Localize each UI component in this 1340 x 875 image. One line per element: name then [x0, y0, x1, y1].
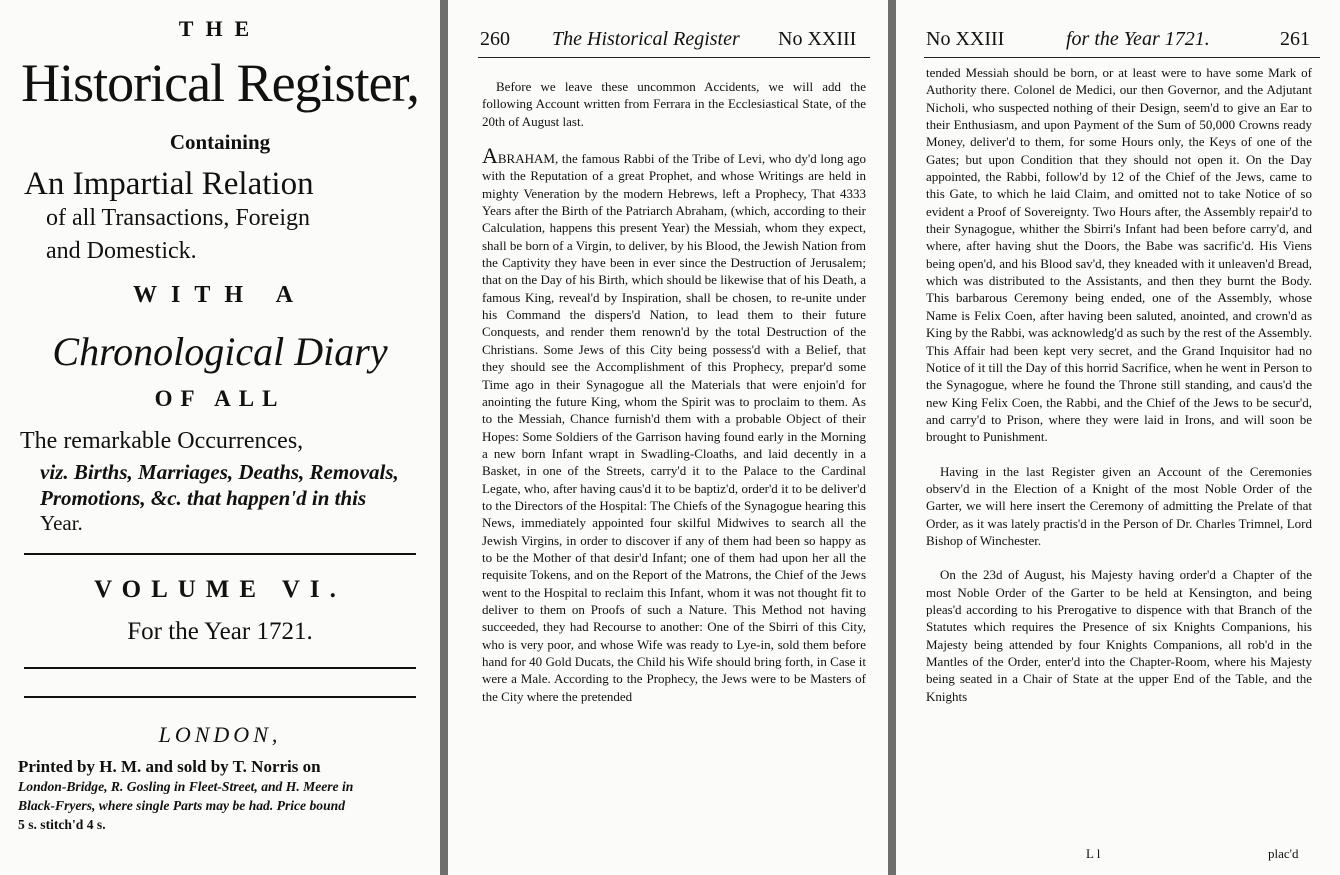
remarkable-line-4: Year. — [40, 511, 83, 535]
remarkable-line-3: Promotions, &c. that happen'd in this — [40, 486, 367, 510]
issue-number-260: No XXIII — [778, 28, 857, 50]
page-number-261: 261 — [1280, 28, 1310, 50]
page-number-260: 260 — [480, 28, 510, 50]
continued-paragraph: tended Messiah should be born, or at least were to have some Mark of Authority there. Colonel de Medici, our then Governor, and the Adjutant Nicholi, who suspected nothing of their Design, seem'd to give an Ear to their Enthusiasm, and upon Payment of the Sum of 50,000 Crowns ready Money, deliver'd to them, for some Hours only, the Keys of one of the Gates; but upon Condition that they should not open it. On the Day appointed, the Rabbi, follow'd by 12 of the Chief of the Jews, came to this Gate, to which he laid Claim, and omitted not to take Notice of so evident a Proof of Sovereignty. Two Hours after, the Assembly repair'd to their Synagogue, whither the Sbirri's Infant had been before carry'd, and where, after having shut the Doors, the Babe was sacrific'd. His Viens being open'd, and his Blood sav'd, they kneaded with it unleaven'd Bread, which was distributed to the Assistants, and then they burnt the Body. This barbarous Ceremony being ended, one of the Assembly, whose Name is Felix Coen, after having been saluted, anointed, and crown'd as King by the Rabbi, was acknowledg'd as such by the rest of the Assembly. This Affair had been kept very secret, and the Grand Inquisitor had no Notice of it till the Day of this horrid Sacrifice, when he went in Person to the Synagogue, where he found the Throne still standing, and caus'd the new King Felix Coen, the Rabbi, and the Chief of the Jews to be secur'd, and carry'd to Prison, where they were laid in Irons, and will soon be brought to Punishment. — [926, 65, 1313, 445]
intro-paragraph: Before we leave these uncommon Accidents, we will add the following Account written from Ferrara in the Ecclesiastical State, of the 20th of August last. — [482, 79, 866, 129]
imprint-line-3: Black-Fryers, where single Parts may be had. Price bound — [18, 798, 346, 813]
issue-number-261: No XXIII — [926, 28, 1005, 50]
imprint-line-1: Printed by H. M. and sold by T. Norris on — [18, 757, 321, 776]
signature-mark: L l — [1086, 846, 1101, 861]
impartial-relation-line: An Impartial Relation — [24, 166, 314, 202]
remarkable-line-1: The remarkable Occurrences, — [20, 428, 304, 454]
chronological-diary-title: Chronological Diary — [52, 329, 388, 374]
garter-chapter-paragraph: On the 23d of August, his Majesty having order'd a Chapter of the most Noble Order of the Garter to be held at Kensington, and being pleas'd according to his Prerogative to dispence with that Branch of the Statutes which requires the Presence of six Knights Companions, his Majesty being attended by four Knights Companions, all rob'd in the Mantles of the Order, enter'd into the Chapter-Room, where his Majesty being seated in a Chair of State at the upper End of the Table, and the Knights — [926, 567, 1312, 704]
page-261 — [896, 0, 1340, 875]
london-label: LONDON, — [158, 722, 282, 747]
of-all-label: OF ALL — [154, 386, 286, 411]
rule-bottom — [24, 696, 416, 698]
header-rule-260 — [478, 57, 870, 58]
catchword: plac'd — [1268, 846, 1299, 861]
volume-label: VOLUME VI. — [94, 576, 346, 603]
containing-label: Containing — [169, 130, 271, 154]
main-title: Historical Register, — [21, 53, 419, 113]
body-text-260: BRAHAM, the famous Rabbi of the Tribe of Levi, who dy'd long ago with the Reputation of a great Prophet, and whose Writings are held in mighty Veneration by the modern Hebrews, left a Prophecy, That 4333 Years after the Birth of the Patriarch Abraham, (which, according to their Calculation, happens this present Year) the Messiah, whom they expect, shall be born of a Virgin, to deliver, by his Blood, the Jewish Nation from the Captivity they have been in ever since the Destruction of Jerusalem; that on the Day of his Birth, which should be likewise that of his Death, a famous King, reveal'd by Inspiration, shall be chosen, to re-unite under his Command the dispers'd Nation, to lead them to their future Conquests, and render them renown'd by the total Destruction of the Christians. Some Jews of this City being possess'd with a Belief, that they should see the Accomplishment of this Prophecy, prepar'd some Time ago in their Synagogue all the Materials that were enjoin'd for anointing the future King, whom the Spirit was to proclaim to them. As to the Messiah, Chance furnish'd them with a probable Object of their Hopes: Some Soldiers of the Garrison having found early in the Morning a new born Infant wrapt in Swadling-Cloaths, and laid decently in a Basket, in one of the Streets, carry'd it to the Palace to the Cardinal Legate, who, after having caus'd it to be baptiz'd, order'd it to be deliver'd to the Directors of the Hospital: The Chiefs of the Synagogue hearing this News, immediately appointed four skilful Midwives to search all the Jewish Virgins, in order to discover if any of them had been so happy as to be the Mother of that desir'd Infant; one of them had upon her all the requisite Tokens, and on the Report of the Matrons, the Chief of the Jews went to the Hospital to reclaim this Infant, whom it was not thought fit to deliver to them on Proofs of such a Nature. This Method not having succeeded, they had Recourse to another: One of the Sbirri of this City, who is very poor, and whose Wife was ready to Lye-in, sold them before hand for 40 Gold Ducats, the Child his Wife should bring forth, in Case it were a Male. According to the Prophecy, the Jews were to be Masters of the City where the pretended — [482, 151, 866, 704]
rule-middle — [24, 667, 416, 669]
title-page — [0, 0, 440, 875]
running-title-260: The Historical Register — [552, 28, 740, 50]
text-column-260 — [482, 78, 866, 705]
transactions-line: of all Transactions, Foreign — [46, 205, 310, 231]
imprint-line-4: 5 s. stitch'd 4 s. — [18, 817, 106, 832]
domestick-line: and Domestick. — [46, 238, 197, 264]
rule-top — [24, 553, 416, 555]
running-title-261: for the Year 1721. — [1066, 28, 1210, 50]
garter-intro-paragraph: Having in the last Register given an Account of the Ceremonies observ'd in the Election of a Knight of the most Noble Order of the Garter, we will here insert the Ceremony of admitting the Prelate of that Order, as it was lately practis'd in the Person of Dr. Charles Trimnel, Lord Bishop of Winchester. — [926, 463, 1312, 548]
year-label: For the Year 1721. — [127, 618, 313, 645]
drop-cap: A — [482, 143, 498, 169]
header-rule-261 — [924, 57, 1320, 58]
with-a-label: WITH A — [132, 282, 308, 308]
body-paragraph-260 — [482, 143, 866, 705]
remarkable-line-2: viz. Births, Marriages, Deaths, Removals, — [40, 460, 399, 484]
page-260 — [448, 0, 888, 875]
imprint-line-2: London-Bridge, R. Gosling in Fleet-Street, and H. Meere in — [18, 779, 354, 794]
title-the: THE — [178, 16, 262, 41]
text-column-261 — [926, 64, 1312, 705]
